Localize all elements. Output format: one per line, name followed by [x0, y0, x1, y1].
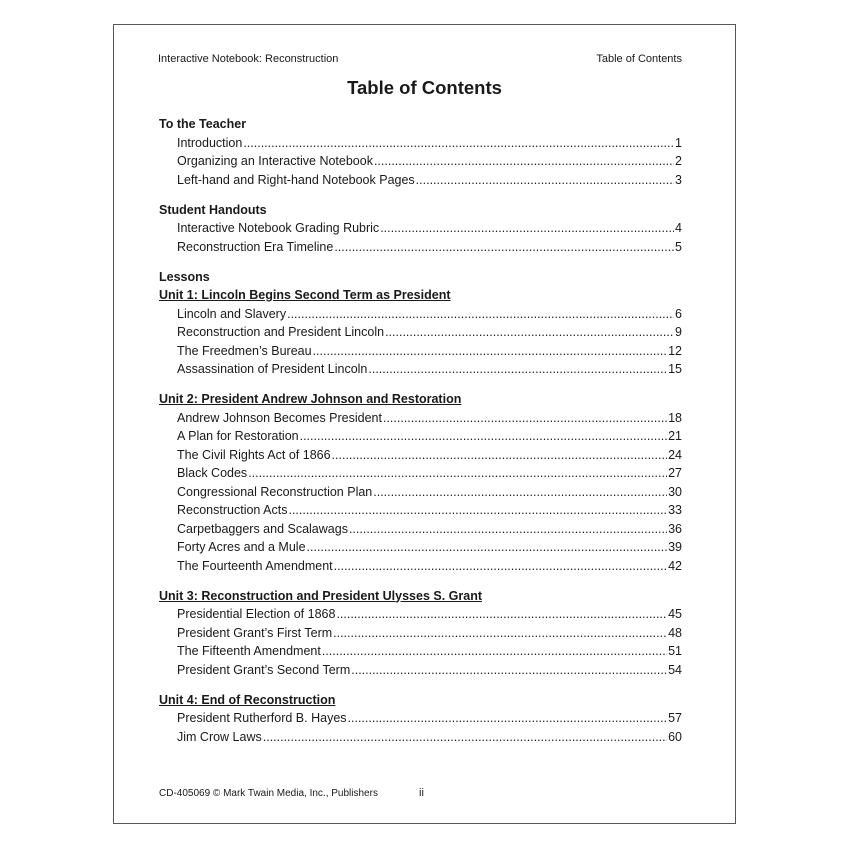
toc-entry — [159, 642, 682, 661]
entry-title: The Fourteenth Amendment — [177, 558, 333, 573]
toc-entry — [159, 624, 682, 643]
entry-title: Assassination of President Lincoln — [177, 362, 368, 376]
toc-entry — [159, 152, 682, 171]
dot-leader — [322, 642, 667, 661]
dot-leader — [351, 661, 667, 680]
dot-leader — [307, 538, 668, 557]
dot-leader — [334, 238, 674, 257]
dot-leader — [368, 360, 667, 379]
dot-leader — [348, 709, 668, 728]
section-heading-handouts: Student Handouts — [159, 202, 267, 217]
toc-entry — [159, 446, 682, 465]
dot-leader — [374, 152, 674, 171]
entry-page: 30 — [668, 484, 682, 499]
toc-entry — [159, 360, 682, 379]
entry-title: Reconstruction Acts — [177, 503, 288, 517]
dot-leader — [313, 342, 668, 361]
header-section-title: Table of Contents — [596, 53, 682, 65]
entry-title: Presidential Election of 1868 — [177, 607, 336, 621]
entry-title: Carpetbaggers and Scalawags — [177, 521, 348, 536]
entry-title: Black Codes — [177, 466, 248, 480]
dot-leader — [380, 219, 674, 238]
entry-page: 18 — [668, 410, 682, 425]
dot-leader — [373, 483, 667, 502]
toc-entry — [159, 171, 682, 190]
unit-heading-4: Unit 4: End of Reconstruction — [159, 692, 336, 707]
toc-entry — [159, 342, 682, 361]
toc-entry — [159, 305, 682, 324]
toc-entry — [159, 709, 682, 728]
entry-title: Left-hand and Right-hand Notebook Pages — [177, 172, 415, 187]
entry-page: 27 — [668, 466, 682, 480]
entry-page: 24 — [668, 447, 682, 462]
dot-leader — [385, 323, 674, 342]
document-page — [113, 24, 736, 824]
toc-entry — [159, 605, 682, 624]
toc-entry — [159, 427, 682, 446]
dot-leader — [349, 520, 667, 539]
dot-leader — [336, 605, 667, 624]
dot-leader — [333, 624, 667, 643]
entry-page: 9 — [675, 325, 682, 339]
entry-page: 45 — [668, 607, 682, 621]
entry-title: Reconstruction and President Lincoln — [177, 325, 385, 339]
footer-publisher: CD-405069 © Mark Twain Media, Inc., Publishers — [159, 788, 378, 799]
entry-title: Jim Crow Laws — [177, 729, 262, 744]
dot-leader — [248, 464, 667, 483]
toc-entry — [159, 501, 682, 520]
entry-page: 33 — [668, 503, 682, 517]
entry-page: 21 — [668, 429, 682, 443]
toc-entry — [159, 728, 682, 747]
header-book-title: Interactive Notebook: Reconstruction — [158, 53, 339, 65]
entry-page: 39 — [668, 540, 682, 554]
dot-leader — [243, 134, 674, 153]
entry-title: A Plan for Restoration — [177, 429, 299, 443]
unit-heading-3: Unit 3: Reconstruction and President Ulysses S. Grant — [159, 588, 482, 603]
toc-entry — [159, 483, 682, 502]
toc-entry — [159, 219, 682, 238]
dot-leader — [288, 501, 667, 520]
entry-title: Organizing an Interactive Notebook — [177, 154, 373, 168]
section-heading-teacher: To the Teacher — [159, 117, 247, 131]
entry-page: 54 — [668, 662, 682, 677]
entry-page: 48 — [668, 625, 682, 640]
entry-title: Introduction — [177, 135, 243, 150]
dot-leader — [416, 171, 674, 190]
entry-title: The Freedmen’s Bureau — [177, 343, 312, 358]
footer-page-number: ii — [419, 787, 424, 799]
toc-entry — [159, 238, 682, 257]
entry-page: 12 — [668, 343, 682, 358]
entry-page: 60 — [668, 729, 682, 744]
entry-title: Lincoln and Slavery — [177, 306, 287, 321]
unit-heading-2: Unit 2: President Andrew Johnson and Restoration — [159, 392, 462, 406]
entry-title: President Grant’s Second Term — [177, 662, 351, 677]
entry-title: Congressional Reconstruction Plan — [177, 484, 373, 499]
entry-page: 3 — [675, 172, 682, 187]
entry-page: 6 — [675, 306, 682, 321]
table-of-contents — [159, 115, 682, 746]
entry-page: 42 — [668, 558, 682, 573]
toc-entry — [159, 134, 682, 153]
entry-page: 36 — [668, 521, 682, 536]
unit-heading-1: Unit 1: Lincoln Begins Second Term as President — [159, 288, 451, 302]
entry-title: President Grant’s First Term — [177, 625, 333, 640]
entry-title: Reconstruction Era Timeline — [177, 239, 334, 254]
toc-entry — [159, 323, 682, 342]
entry-page: 2 — [675, 154, 682, 168]
entry-title: The Fifteenth Amendment — [177, 644, 321, 658]
toc-entry — [159, 520, 682, 539]
entry-page: 5 — [675, 239, 682, 254]
toc-entry — [159, 538, 682, 557]
entry-page: 57 — [668, 711, 682, 725]
toc-entry — [159, 557, 682, 576]
entry-page: 51 — [668, 644, 682, 658]
dot-leader — [334, 557, 667, 576]
dot-leader — [300, 427, 667, 446]
dot-leader — [287, 305, 674, 324]
page-title: Table of Contents — [347, 77, 502, 98]
toc-entry — [159, 661, 682, 680]
entry-title: President Rutherford B. Hayes — [177, 711, 347, 725]
entry-title: The Civil Rights Act of 1866 — [177, 447, 331, 462]
section-heading-lessons: Lessons — [159, 269, 210, 284]
entry-title: Interactive Notebook Grading Rubric — [177, 221, 380, 235]
toc-entry — [159, 464, 682, 483]
dot-leader — [383, 409, 667, 428]
toc-entry — [159, 409, 682, 428]
entry-title: Andrew Johnson Becomes President — [177, 410, 382, 425]
entry-page: 15 — [668, 362, 682, 376]
entry-page: 1 — [675, 135, 682, 150]
dot-leader — [263, 728, 667, 747]
entry-page: 4 — [675, 221, 682, 235]
dot-leader — [332, 446, 668, 465]
entry-title: Forty Acres and a Mule — [177, 540, 306, 554]
running-header — [158, 53, 682, 65]
